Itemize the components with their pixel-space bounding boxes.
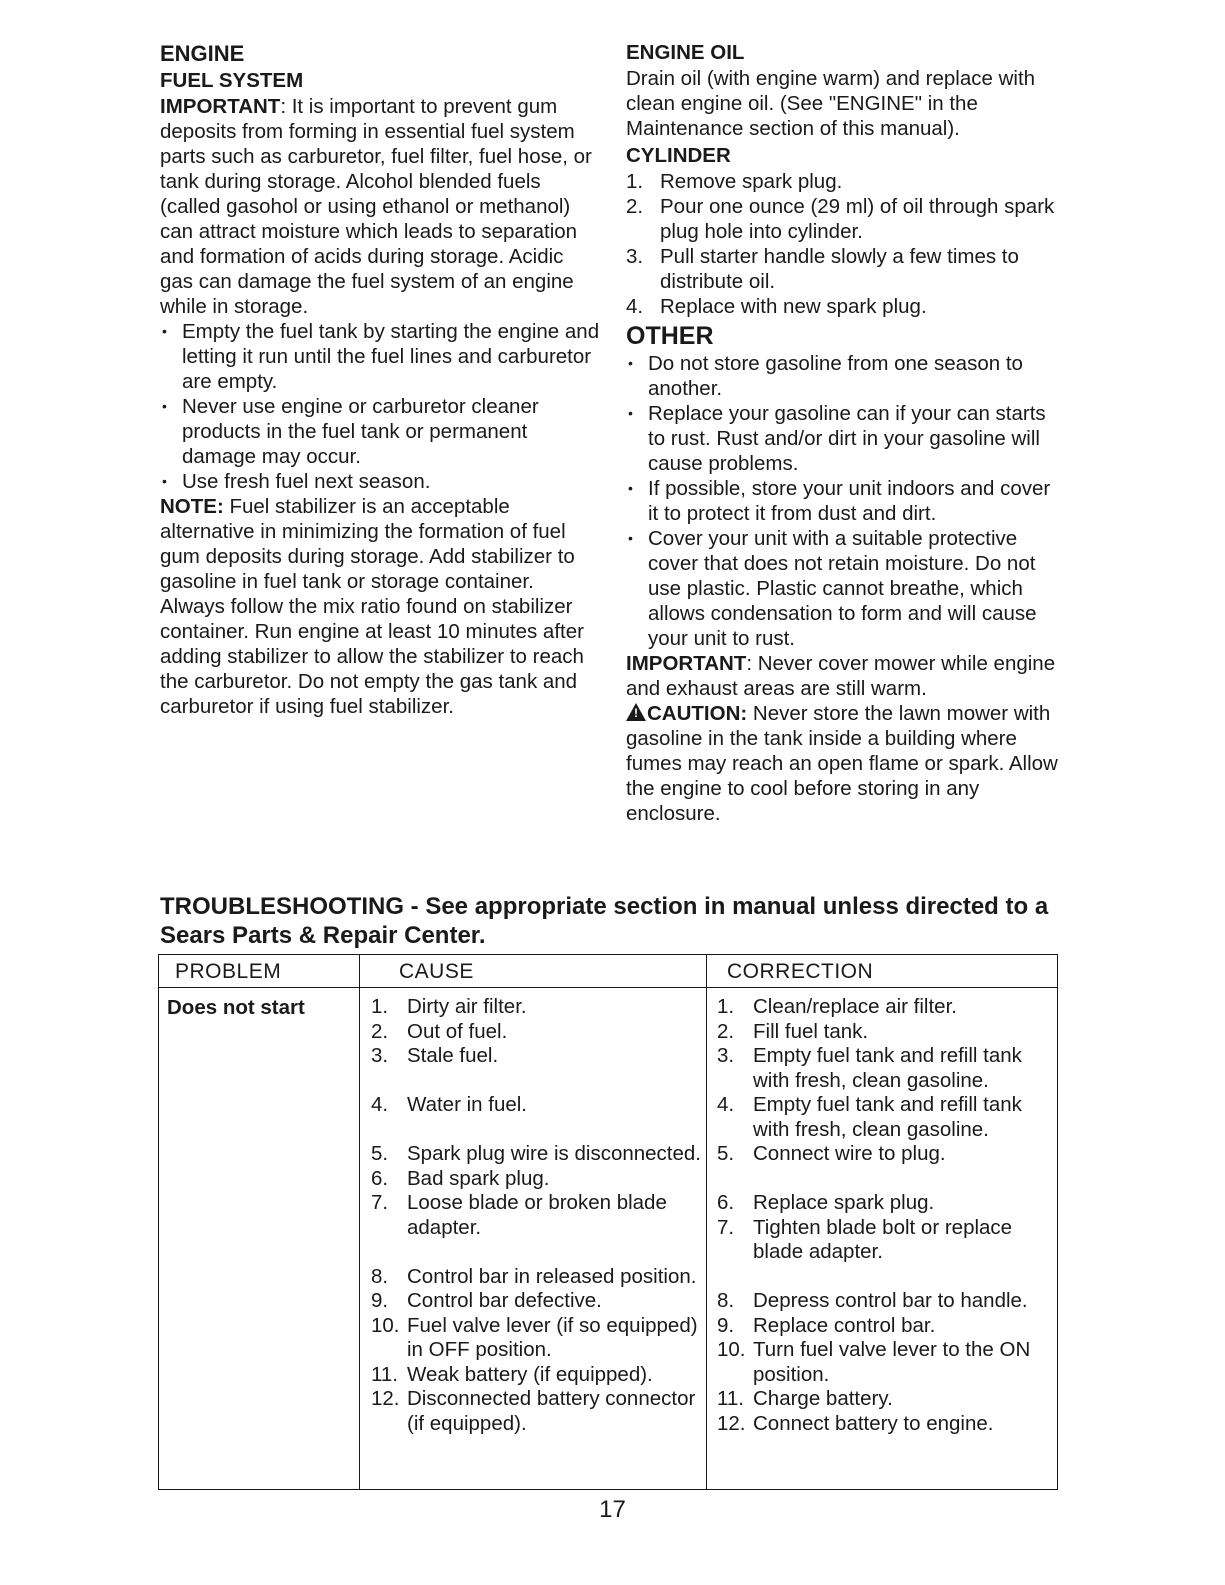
cylinder-heading: CYLINDER <box>626 144 731 167</box>
table-row: 8. Depress control bar to handle. <box>717 1289 1028 1312</box>
caution-paragraph <box>626 701 1066 826</box>
list-item: 2. Pour one ounce (29 ml) of oil through spark plug hole into cylinder. <box>626 195 1055 243</box>
left-column <box>160 40 600 719</box>
engine-oil-text: Drain oil (with engine warm) and replace with clean engine oil. (See "ENGINE" in the Maintenance section of this manual). <box>626 67 1036 140</box>
list-item: • Use fresh fuel next season. <box>160 469 600 494</box>
table-row: 7. Loose blade or broken blade adapter. <box>371 1191 667 1239</box>
list-item: • Empty the fuel tank by starting the engine and letting it run until the fuel lines and carburetor are empty. <box>160 319 600 394</box>
note-label: NOTE: <box>160 495 224 518</box>
header-correction: CORRECTION <box>727 960 874 983</box>
troubleshooting-table <box>158 954 1058 1490</box>
list-item: 1. Remove spark plug. <box>626 170 843 193</box>
table-row: 10. Turn fuel valve lever to the ON position. <box>717 1338 1031 1386</box>
list-item: • Replace your gasoline can if your can starts to rust. Rust and/or dirt in your gasoline will cause problems. <box>626 401 1066 476</box>
list-item: • Never use engine or carburetor cleaner products in the fuel tank or permanent damage may occur. <box>160 394 600 469</box>
engine-heading: ENGINE <box>160 41 245 66</box>
right-important-paragraph <box>626 651 1066 701</box>
fuel-important-paragraph <box>160 94 600 319</box>
table-row: 3. Empty fuel tank and refill tank with fresh, clean gasoline. <box>717 1044 1022 1092</box>
list-item: • Cover your unit with a suitable protective cover that does not retain moisture. Do not use plastic. Plastic cannot breathe, which allows condensation to form and will cause your unit to rust. <box>626 526 1066 651</box>
other-bullet-list <box>626 351 1066 651</box>
important-text: : It is important to prevent gum deposits from forming in essential fuel system parts such as carburetor, fuel filter, fuel hose, or tank during storage. Alcohol blended fuels (called gasohol or using ethanol or methanol) can attract moisture which leads to separation and formation of acids during storage. Acidic gas can damage the fuel system of an engine while in storage. <box>160 95 592 318</box>
fuel-bullet-list <box>160 319 600 494</box>
header-cause: CAUSE <box>399 960 474 983</box>
table-row: 7. Tighten blade bolt or replace blade adapter. <box>717 1215 1013 1263</box>
list-item: 3. Pull starter handle slowly a few times to distribute oil. <box>626 245 1019 293</box>
other-heading: OTHER <box>626 322 714 350</box>
table-row: 4. Empty fuel tank and refill tank with fresh, clean gasoline. <box>717 1093 1022 1141</box>
table-row: 2. Fill fuel tank. <box>717 1019 869 1043</box>
table-row: 9. Replace control bar. <box>717 1313 936 1337</box>
problem-cell: Does not start <box>167 996 305 1019</box>
table-row: 12. Disconnected battery connector (if equipped). <box>371 1387 696 1435</box>
caution-label: CAUTION: <box>647 702 748 725</box>
note-paragraph <box>160 494 600 719</box>
list-item: 4. Replace with new spark plug. <box>626 295 927 318</box>
table-row: 2. Out of fuel. <box>371 1019 508 1043</box>
column-divider <box>706 955 707 1489</box>
table-row: 8. Control bar in released position. <box>371 1264 697 1288</box>
table-row: 11. Weak battery (if equipped). <box>371 1362 653 1386</box>
fuel-system-heading: FUEL SYSTEM <box>160 69 304 92</box>
table-row: 1. Dirty air filter. <box>371 995 527 1018</box>
column-divider <box>359 955 360 1489</box>
table-row: 6. Replace spark plug. <box>717 1191 935 1214</box>
table-row: 9. Control bar defective. <box>371 1289 602 1312</box>
header-divider <box>159 987 1057 988</box>
page-number: 17 <box>599 1496 626 1523</box>
engine-oil-heading: ENGINE OIL <box>626 41 745 64</box>
right-column <box>626 40 1066 826</box>
cylinder-steps <box>626 169 1066 319</box>
table-row: 11. Charge battery. <box>717 1387 893 1410</box>
caution-text: Never store the lawn mower with gasoline in the tank inside a building where fumes may reach an open flame or spark. Allow the engine to cool before storing in any enclosure. <box>626 702 1058 825</box>
table-row: 3. Stale fuel. <box>371 1044 499 1067</box>
table-row: 1. Clean/replace air filter. <box>717 995 957 1018</box>
table-row: 4. Water in fuel. <box>371 1093 528 1116</box>
table-row: 6. Bad spark plug. <box>371 1166 550 1190</box>
list-item: • If possible, store your unit indoors and cover it to protect it from dust and dirt. <box>626 476 1066 526</box>
table-row: 5. Spark plug wire is disconnected. <box>371 1142 701 1165</box>
correction-column <box>717 995 1057 1436</box>
list-item: • Do not store gasoline from one season to another. <box>626 351 1066 401</box>
important-label: IMPORTANT <box>626 652 747 675</box>
important-text: : Never cover mower while engine and exhaust areas are still warm. <box>626 652 1056 700</box>
troubleshooting-title: TROUBLESHOOTING - See appropriate section in manual unless directed to a Sears Parts & Repair Center. <box>160 893 1049 949</box>
note-text: Fuel stabilizer is an acceptable alternative in minimizing the formation of fuel gum deposits during storage. Add stabilizer to gasoline in fuel tank or storage container. Always follow the mix ratio found on stabilizer container. Run engine at least 10 minutes after adding stabilizer to allow the stabilizer to reach the carburetor. Do not empty the gas tank and carburetor if using fuel stabilizer. <box>160 495 584 718</box>
important-label: IMPORTANT <box>160 95 281 118</box>
cause-column <box>371 995 701 1436</box>
header-problem: PROBLEM <box>175 960 282 983</box>
table-row: 10. Fuel valve lever (if so equipped) in OFF position. <box>371 1313 698 1361</box>
warning-triangle-icon <box>626 703 646 721</box>
table-row: 5. Connect wire to plug. <box>717 1142 946 1165</box>
table-row: 12. Connect battery to engine. <box>717 1411 994 1435</box>
